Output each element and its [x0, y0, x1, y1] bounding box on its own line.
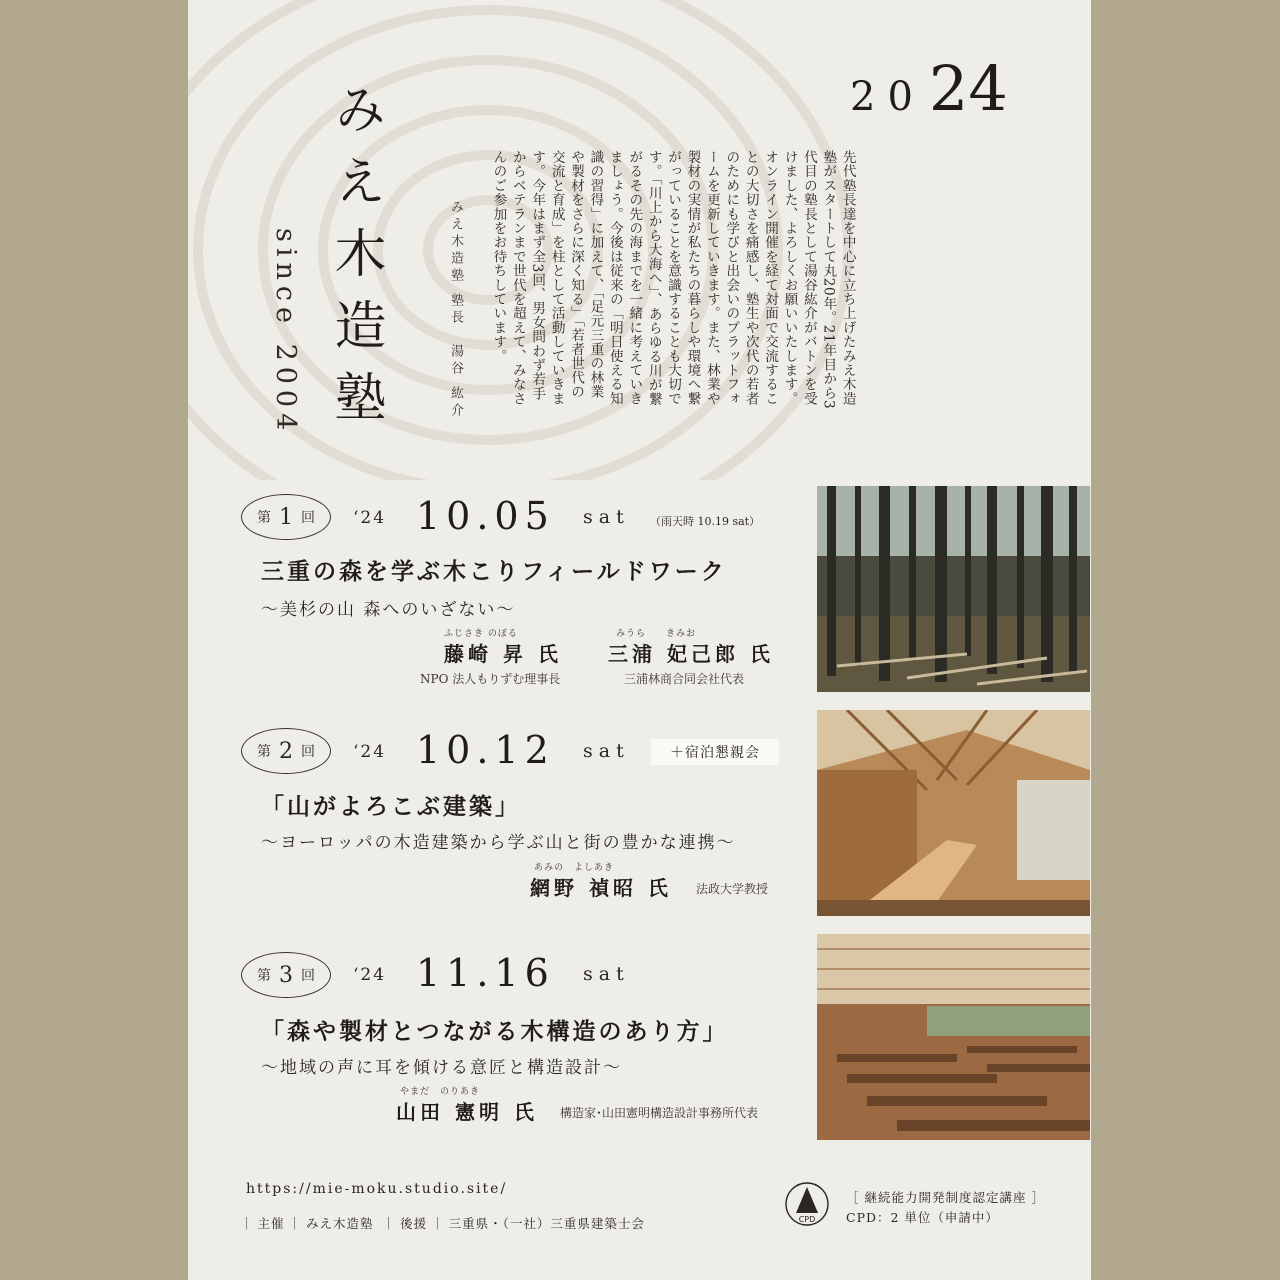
- session-day-2: sat: [583, 740, 630, 762]
- session-day-1: sat: [583, 506, 630, 528]
- lecturer-name: 藤崎 昇 氏: [444, 642, 562, 666]
- lecturer-affiliation: 三浦林商合同会社代表: [624, 672, 745, 686]
- cpd-logo-icon: [784, 1181, 830, 1227]
- session-title-2: 「山がよろこぶ建築」: [261, 793, 521, 820]
- session-badge-2: [241, 728, 331, 774]
- badge-prefix: 第: [257, 968, 271, 984]
- badge-prefix: 第: [257, 744, 271, 760]
- main-title: みえ木造塾: [325, 82, 385, 442]
- session-subtitle-2: 〜ヨーロッパの木造建築から学ぶ山と街の豊かな連携〜: [261, 833, 736, 853]
- lecturer-affiliation: 法政大学教授: [696, 882, 769, 896]
- host-label: 主催: [257, 1216, 285, 1231]
- cpd-certified-course: ［ 継続能力開発制度認定講座 ］: [846, 1190, 1045, 1205]
- lecturer-affiliation: 構造家･山田憲明構造設計事務所代表: [560, 1106, 759, 1120]
- cpd-logo-text: CPD: [798, 1215, 816, 1224]
- badge-suffix: 回: [301, 744, 315, 760]
- badge-number: 3: [279, 962, 293, 988]
- session-badge-1: [241, 494, 331, 540]
- photo-wooden-lecture-hall: [817, 934, 1090, 1140]
- session-date-1: 10.05: [416, 494, 555, 538]
- year-heading: [850, 52, 1008, 125]
- session-subtitle-3: 〜地域の声に耳を傾ける意匠と構造設計〜: [261, 1058, 622, 1078]
- session-year-3: ‘24: [353, 965, 387, 985]
- poster: [188, 0, 1091, 1280]
- badge-prefix: 第: [257, 510, 271, 526]
- support-label: 後援: [400, 1216, 428, 1231]
- badge-number: 2: [279, 738, 293, 764]
- cpd-units: CPD：2 単位（申請中）: [846, 1210, 999, 1225]
- intro-text: 先代塾長達を中心に立ち上げたみえ木造塾がスタートして丸20年。21年目から3代目の塾長として湯谷紘介がバトンを受けました、よろしくお願いいたします。 オンライン開催を経て対面で交流することの大切さを痛感し、塾生や次代の若者のためにも学びと出会いのプラットフォームを更新していきます。また、林業や製材の実情が私たちの暮らしや環境へ繋がっていることを意識することも大切です。「川上から大海へ」、あらゆる川が繋がるその先の海までを一緒に考えていきましょう。今後は従来の「明日使える知識の習得」に加えて、「足元三重の林業や製材をさらに深く知る」「若者世代の交流と育成」を柱として活動していきます。今年はまず全3回、男女問わず若手からベテランまで世代を超えて、みなさんのご参加をお待ちしています。: [490, 150, 856, 414]
- session-subtitle-1: 〜美杉の山 森へのいざない〜: [261, 600, 516, 620]
- host-name: みえ木造塾: [306, 1216, 374, 1231]
- session-title-3: 「森や製材とつながる木構造のあり方」: [261, 1018, 729, 1045]
- year-small: 20: [850, 74, 925, 120]
- session-title-1: 三重の森を学ぶ木こりフィールドワーク: [261, 558, 727, 585]
- website-url[interactable]: https://mie-moku.studio.site/: [246, 1181, 508, 1197]
- rain-date-note: （雨天時 10.19 sat）: [650, 515, 761, 528]
- session-date-2: 10.12: [416, 728, 555, 772]
- session-badge-3: [241, 952, 331, 998]
- lodging-party-badge: ＋宿泊懇親会: [651, 739, 779, 765]
- session-year-1: ‘24: [353, 508, 387, 528]
- lecturer-name: 三浦 妃己郎 氏: [608, 642, 774, 666]
- badge-suffix: 回: [301, 510, 315, 526]
- badge-number: 1: [279, 504, 293, 530]
- lecturer-name: 網野 禎昭 氏: [530, 876, 672, 900]
- session-day-3: sat: [583, 963, 630, 985]
- session-date-3: 11.16: [416, 951, 555, 995]
- session-year-2: ‘24: [353, 742, 387, 762]
- support-names: 三重県・（一社）三重県建築士会: [448, 1216, 645, 1231]
- photo-timber-interior: [817, 710, 1090, 916]
- photo-forest: [817, 486, 1090, 692]
- since-text: since 2004: [270, 228, 301, 437]
- lecturer-name: 山田 憲明 氏: [396, 1100, 538, 1124]
- lecturer-ruby: やまだ のりあき: [400, 1087, 481, 1097]
- badge-suffix: 回: [301, 968, 315, 984]
- lecturer-ruby: あみの よしあき: [534, 863, 615, 873]
- year-large: 24: [928, 52, 1008, 125]
- lecturer-ruby: ふじさき のぼる: [444, 629, 518, 639]
- lecturer-affiliation: NPO 法人もりずむ理事長: [420, 672, 561, 686]
- organizer-line: みえ木造塾 塾長 湯谷 紘介: [448, 200, 463, 421]
- lecturer-ruby: みうら きみお: [616, 629, 697, 639]
- credits-line: ｜ 主催 ｜ みえ木造塾 ｜ 後援 ｜ 三重県・（一社）三重県建築士会: [240, 1216, 645, 1231]
